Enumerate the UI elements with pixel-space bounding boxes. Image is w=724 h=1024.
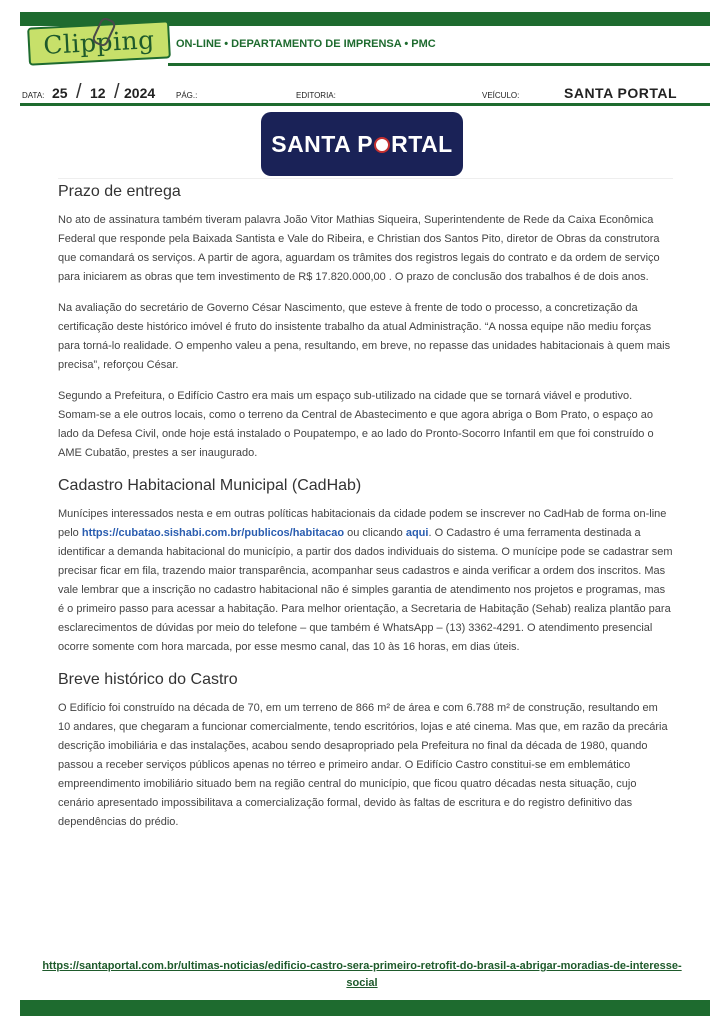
baseball-icon [374,137,390,153]
department-title: ON-LINE • DEPARTAMENTO DE IMPRENSA • PMC [176,38,436,50]
paragraph-4-end: . O Cadastro é uma ferramenta destinada a identificar a demanda habitacional do município, a partir dos dados individuais do sistema. O munícipe pode se cadastrar sem precisar ficar em fila, trazendo maior transparência, acompanhar seus cadastros e ainda verificar a ordem dos inscritos. Mas vale lembrar que a inscrição no cadastro habitacional não é simples garantia de atendimento nos projetos e programas, mas é o primeiro passo para acessar a habitação. Para melhor orientação, a Secretaria de Habitação (Sehab) realiza plantão para esclarecimentos de dúvidas por meio do telefone – que também é WhatsApp – (13) 3362-4291. O atendimento presencial ocorre somente com hora marcada, por esse mesmo canal, das 10 às 16 horas, em dias úteis. [58,527,673,653]
paragraph-5: O Edifício foi construído na década de 70, em um terreno de 866 m² de área e com 6.788 m² de construção, resultando em 10 andares, que chegaram a funcionar comercialmente, tendo escritórios, lojas e até cinema. Mas que, em razão da precária descrição imobiliária e das instalações, acabou sendo desapropriado pela Prefeitura no final da década de 1980, quando passou a receber serviços públicos apenas no térreo e primeiro andar. O Edifício Castro constitui-se em emblemático empreendimento imobiliário situado bem na região central do município, que ficou quatro décadas nesta situação, cujo cenário apresentado impossibilitava a comercialização formal, devido às faltas de escritura e do registro definitivo das dependências do prédio. [58,702,668,828]
paragraph-4-middle: ou clicando [344,527,406,539]
paragraph-4-start: Munícipes interessados nesta e em outras políticas habitacionais da cidade podem se inscrever no CadHab de forma on-line pelo [58,508,667,539]
date-month: 12 [90,85,106,101]
footer-bottom-bar [20,1000,710,1016]
source-url-link[interactable]: https://santaportal.com.br/ultimas-noticias/edificio-castro-sera-primeiro-retrofit-do-brasil-a-abrigar-moradias-de-interesse-social [42,960,682,989]
date-label: DATA: [22,91,45,100]
aqui-link[interactable]: aqui [405,527,429,539]
date-year: 2024 [124,85,156,101]
paragraph-3: Segundo a Prefeitura, o Edifício Castro era mais um espaço sub-utilizado na cidade que se tornará viável e produtivo. Somam-se a ele outros locais, como o terreno da Central de Abastecimento e que agora abriga o Bom Prato, o espaço ao lado da Defesa Civil, onde hoje está instalado o Poupatempo, e ao lado do Pronto-Socorro Infantil em que foi construído o AME Cubatão, prestes a ser inaugurado. [58,390,654,459]
vehicle-name: SANTA PORTAL [564,85,678,101]
vehicle-label: VEÍCULO: [482,91,520,100]
paragraph-4 [58,505,673,657]
logo-text-left: SANTA P [271,130,374,157]
article-divider [58,178,673,179]
santa-portal-logo [261,112,463,176]
logo-text [271,131,453,158]
logo-text-right: RTAL [391,130,453,157]
paragraph-2: Na avaliação do secretário de Governo César Nascimento, que esteve à frente de todo o processo, a concretização da certificação deste histórico imóvel é fruto do insistente trabalho da atual Administração. “A nossa equipe não mediu forças para torná-lo realidade. O empenho valeu a pena, resultando, em breve, no repasse das unidades habitacionais à quem mais precisa”, reforçou César. [58,302,671,371]
page-label: PÁG.: [176,91,198,100]
metadata-divider [20,103,710,106]
date-day: 25 [52,85,68,101]
metadata-row [20,81,710,104]
header-divider [168,63,710,66]
clipping-logo-text: Clipping [42,25,156,60]
date-separator: / [76,81,82,103]
article-body [58,178,673,844]
date-separator: / [114,81,120,103]
cadhab-link[interactable]: https://cubatao.sishabi.com.br/publicos/habitacao [81,527,345,539]
section-title-prazo: Prazo de entrega [58,183,181,200]
section-title-cadhab: Cadastro Habitacional Municipal (CadHab) [58,477,362,494]
paragraph-1: No ato de assinatura também tiveram palavra João Vitor Mathias Siqueira, Superintendente de Rede da Caixa Econômica Federal que responde pela Baixada Santista e Vale do Ribeira, e Christian dos Santos Pito, diretor de Obras da construtora que comandará os serviços. A partir de agora, aguardam os trâmites dos registros legais do contrato e da ordem de serviço para iniciarem as obras que tem investimento de R$ 17.820.000,00 . O prazo de conclusão dos trabalhos é de dois anos. [58,214,660,283]
editoria-label: EDITORIA: [296,91,336,100]
section-title-historico: Breve histórico do Castro [58,671,238,688]
